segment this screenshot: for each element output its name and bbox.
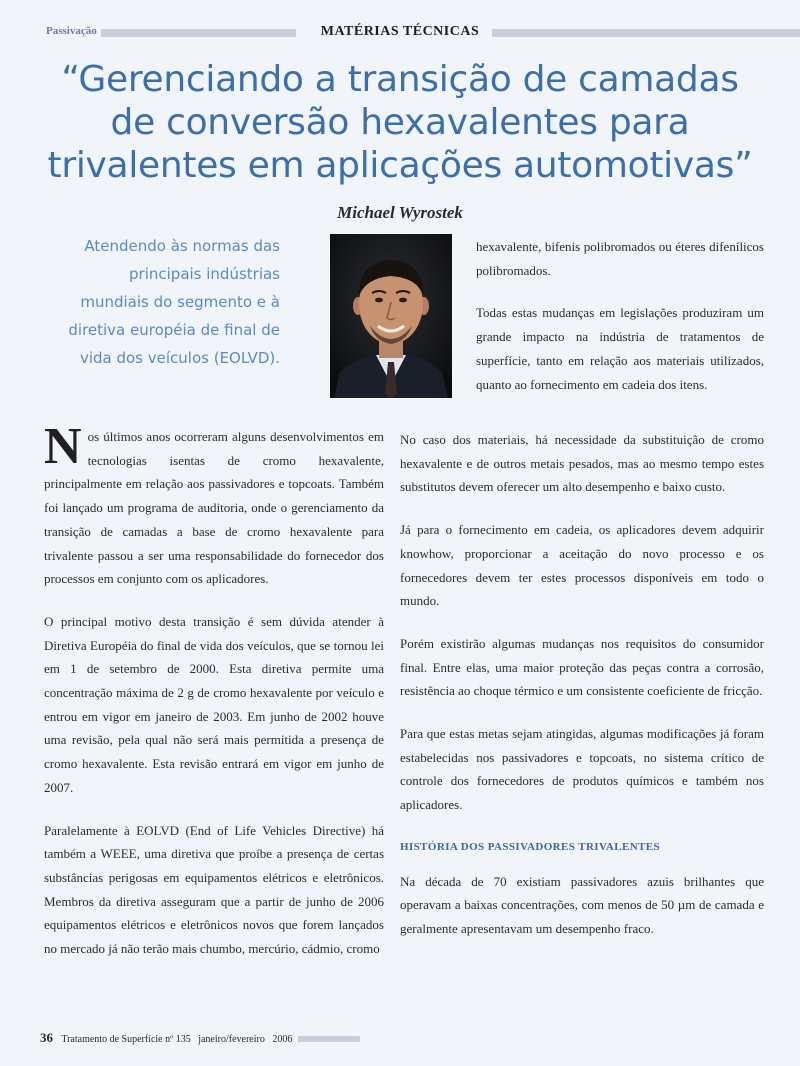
- page-footer: [40, 1030, 298, 1046]
- article-headline: “Gerenciando a transição de camadas de conversão hexavalentes para trivalentes em aplicações automotivas”: [47, 59, 753, 186]
- right-column-top: [476, 235, 764, 415]
- issue-year: 2006: [272, 1034, 293, 1045]
- paragraph: O principal motivo desta transição é sem dúvida atender à Diretiva Européia do final de vida dos veículos, que se tornou lei em 1 de setembro de 2000. Esta diretiva permite uma concentração máxima de 2 g de cromo hexavalente por veículo e entrou em vigor em janeiro de 2003. Em junho de 2002 houve uma revisão, pela qual não será mais permitida a presença de cromo hexavalente. Esta revisão entrará em vigor em junho de 2007.: [44, 613, 384, 795]
- paragraph: Para que estas metas sejam atingidas, algumas modificações já foram estabelecidas nos passivadores e topcoats, no sistema crítico de controle dos fornecedores de produtos químicos e também nos aplicadores.: [400, 726, 764, 813]
- magazine-section-title: [0, 24, 800, 40]
- dropcap: N: [44, 418, 82, 475]
- paragraph: Já para o fornecimento em cadeia, os aplicadores devem adquirir knowhow, proporcionar a aceitação do novo processo e os fornecedores devem ter estes processos disponíveis em todo o mundo.: [400, 522, 764, 609]
- issue-months: janeiro/fevereiro: [198, 1034, 265, 1045]
- section-label: Passivação: [46, 25, 101, 37]
- paragraph: No caso dos materiais, há necessidade da substituição de cromo hexavalente e de outros metais pesados, mas ao mesmo tempo estes substitutos devem oferecer um alto desempenho e baixo custo.: [400, 432, 764, 495]
- section-title-text: MATÉRIAS TÉCNICAS: [315, 24, 486, 39]
- section-subhead: HISTÓRIA DOS PASSIVADORES TRIVALENTES: [400, 840, 661, 853]
- paragraph-text: os últimos anos ocorreram alguns desenvolvimentos em tecnologias isentas de cromo hexavalente, principalmente em relação aos passivadores e topcoats. Também foi lançado um programa de auditoria, onde o gerenciamento da transição de camadas a base de cromo hexavalente para trivalente passou a ser uma responsabilidade do fornecedor dos processos em conjunto com os aplicadores.: [44, 429, 384, 587]
- paragraph: hexavalente, bifenis polibromados ou éteres difenílicos polibromados.: [476, 239, 764, 278]
- author-portrait-icon: [330, 234, 452, 398]
- publication-name: Tratamento de Superfície nº 135: [61, 1034, 191, 1045]
- right-column: [400, 428, 764, 960]
- left-column: [44, 418, 384, 980]
- page-number: 36: [40, 1030, 53, 1045]
- paragraph: Todas estas mudanças em legislações produziram um grande impacto na indústria de tratamentos de superfície, tanto em relação aos materiais utilizados, quanto ao fornecimento em cadeia dos itens.: [476, 305, 764, 392]
- paragraph: Na década de 70 existiam passivadores azuis brilhantes que operavam a baixas concentrações, com menos de 50 µm de camada e geralmente apresentavam um desempenho fraco.: [400, 873, 764, 936]
- article-author: Michael Wyrostek: [337, 203, 463, 222]
- author-photo: [330, 234, 452, 398]
- paragraph: Porém existirão algumas mudanças nos requisitos do consumidor final. Entre elas, uma maior proteção das peças contra a corrosão, resistência ao choque térmico e um consistente coeficiente de fricção.: [400, 635, 764, 699]
- pull-quote: Atendendo às normas das principais indústrias mundiais do segmento e à diretiva européia de final de vida dos veículos (EOLVD).: [68, 237, 280, 367]
- paragraph: Paralelamente à EOLVD (End of Life Vehicles Directive) há também a WEEE, uma diretiva que proíbe a presença de certas substâncias perigosas em equipamentos elétricos e eletrônicos. Membros da diretiva asseguram que a partir de junho de 2006 equipamentos elétricos e eletrônicos novos que forem lançados no mercado já não terão mais chumbo, mercúrio, cádmio, cromo: [44, 822, 384, 957]
- paragraph: [44, 418, 384, 591]
